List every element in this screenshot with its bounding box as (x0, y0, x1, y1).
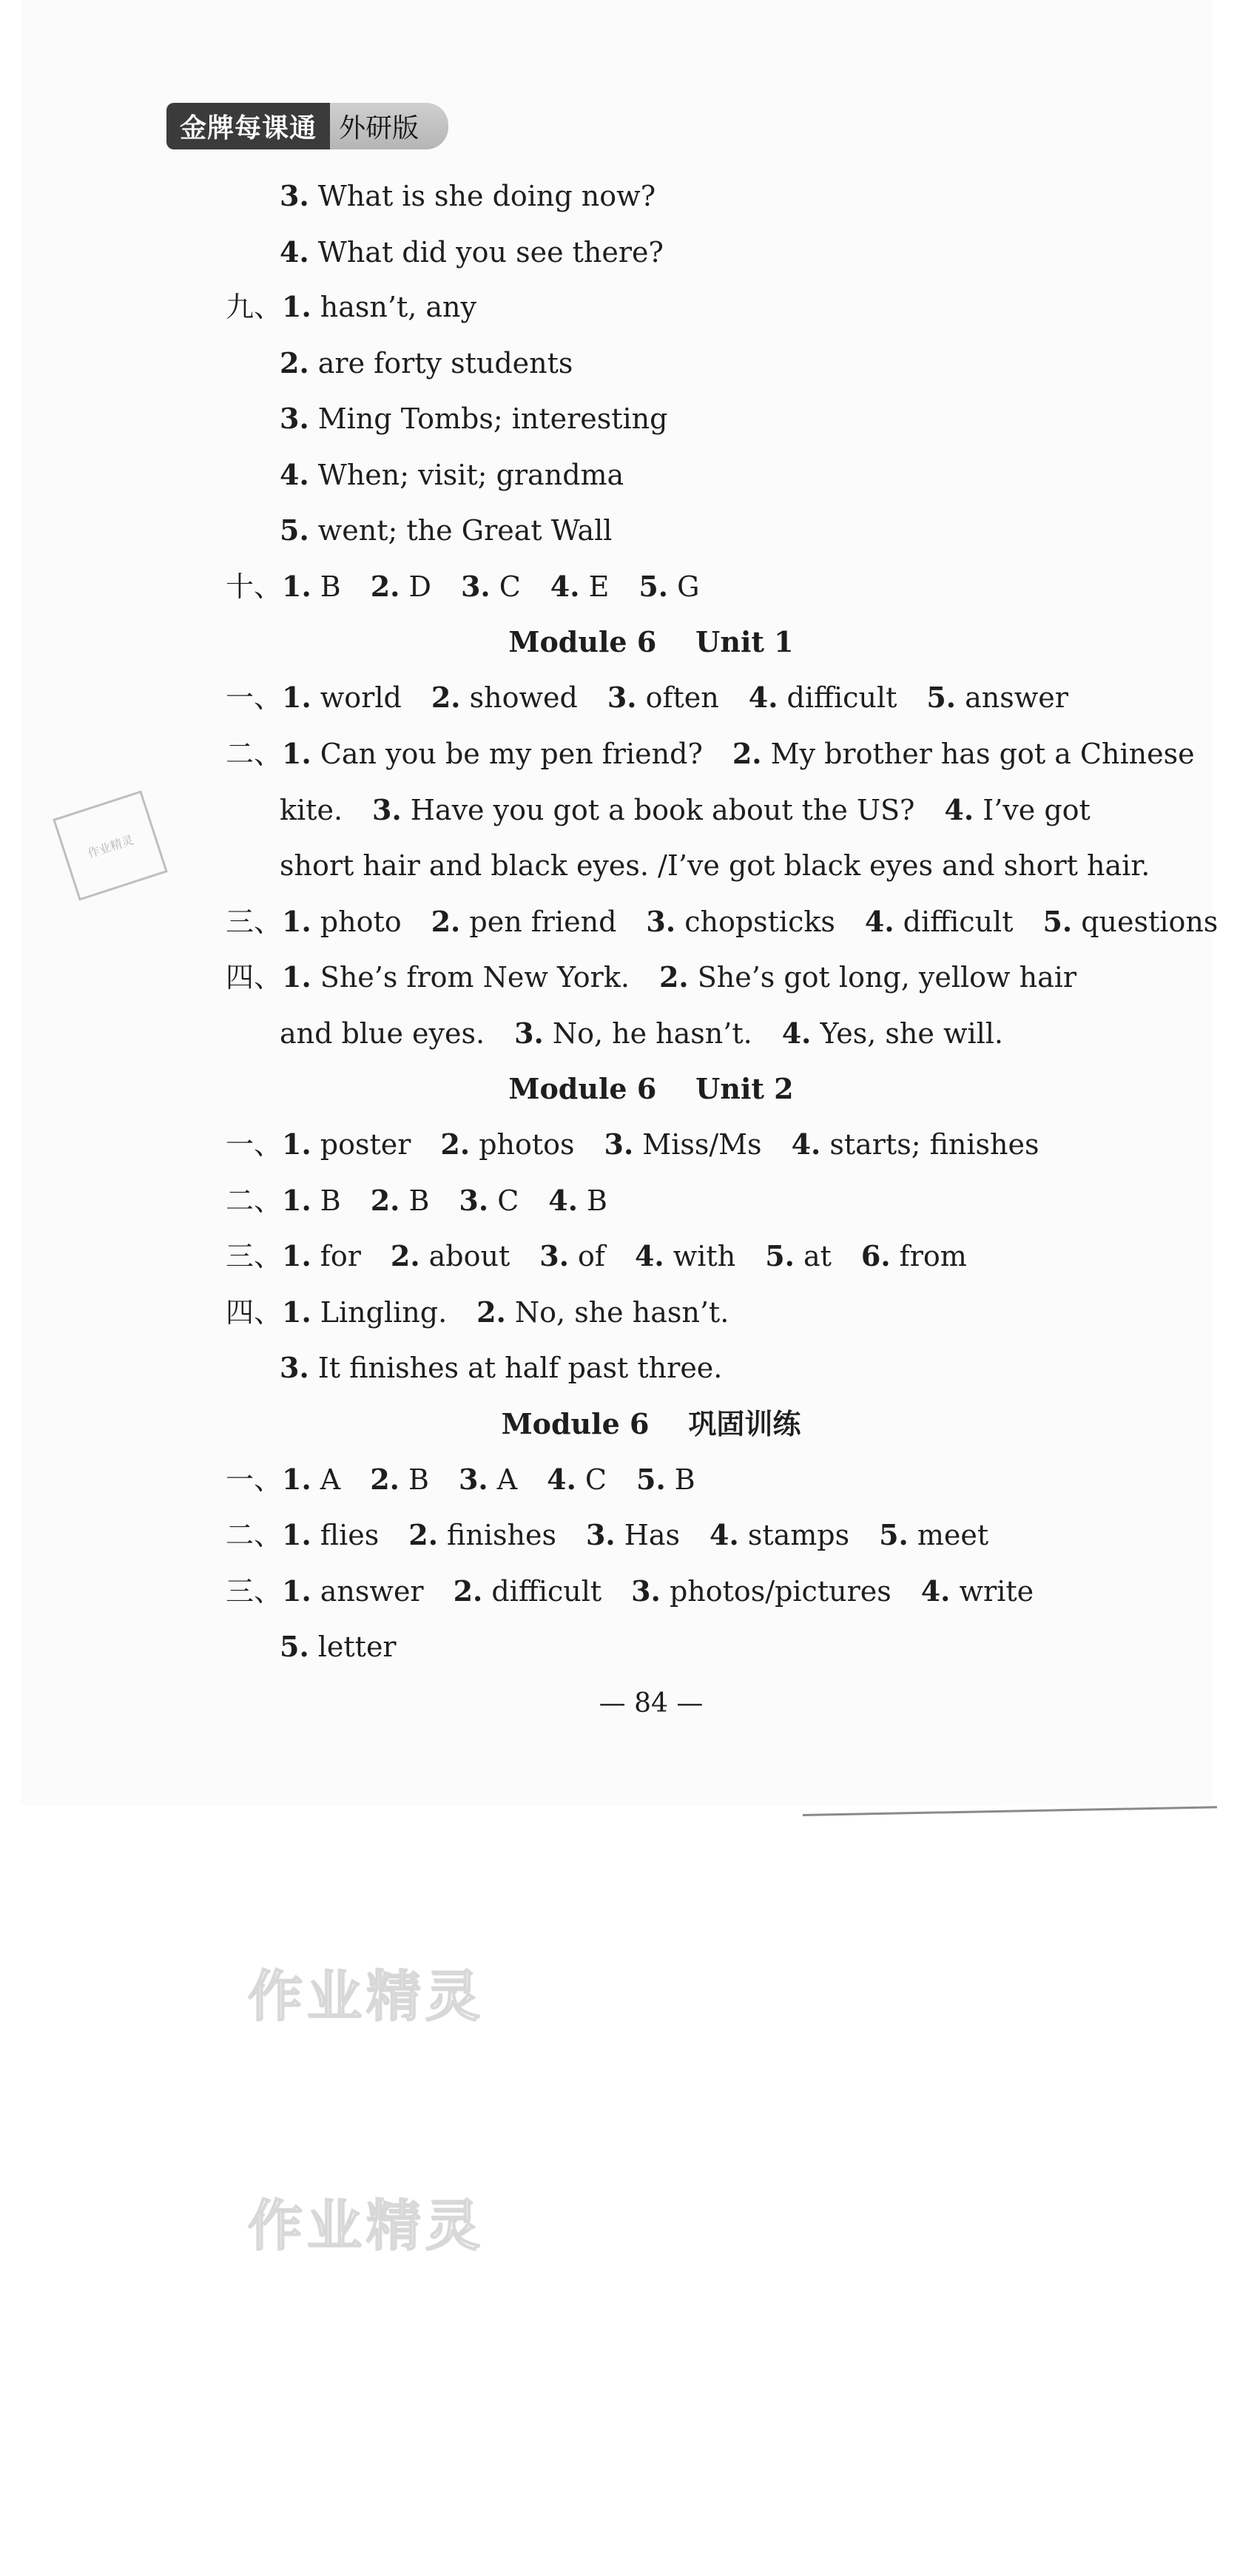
brand-label: 金牌每课通 (166, 103, 330, 149)
item-answer: with (673, 1240, 736, 1272)
answer-line (280, 345, 573, 382)
answer-group-line (226, 1573, 1034, 1610)
item-number: 4. (280, 235, 309, 269)
item-number: 2. (370, 1184, 400, 1217)
item-answer: Ming Tombs; interesting (317, 402, 668, 435)
item-number: 3. (280, 1351, 309, 1384)
answer-line (280, 1349, 722, 1386)
item-number: 5. (280, 513, 309, 547)
item-answer: write (959, 1575, 1034, 1608)
section-heading (0, 1406, 1257, 1443)
item-answer: starts; finishes (829, 1128, 1039, 1161)
item-answer: Have you got a book about the US? (410, 794, 915, 826)
item-number: 4. (748, 681, 778, 714)
answer-line (280, 456, 624, 493)
question-group-number: 九、 (226, 291, 283, 323)
item-answer: answer (320, 1575, 424, 1608)
item-number: 1. (282, 1574, 311, 1608)
answer-line (280, 234, 664, 271)
item-number: 3. (280, 402, 309, 435)
answer-line (280, 400, 667, 437)
item-number: 1. (282, 681, 311, 714)
answer-line (280, 792, 1091, 829)
section-heading-text: Module 6 (501, 1407, 689, 1440)
item-answer: D (408, 570, 431, 603)
item-answer: answer (965, 681, 1068, 714)
item-number: 4. (791, 1127, 821, 1161)
item-number: 1. (282, 1184, 311, 1217)
item-answer: B (587, 1184, 607, 1217)
item-answer: A (496, 1463, 518, 1496)
section-heading-text: Module 6 Unit 2 (508, 1072, 794, 1105)
answer-line (280, 1628, 397, 1665)
answer-line (280, 178, 656, 215)
item-answer: finishes (447, 1519, 556, 1551)
item-number: 2. (280, 346, 309, 380)
item-number: 4. (550, 570, 580, 603)
answer-group-line (226, 679, 1068, 716)
item-answer: chopsticks (684, 906, 835, 938)
item-number: 3. (372, 793, 402, 826)
item-number: 1. (282, 1295, 311, 1329)
item-answer: difficult (491, 1575, 602, 1608)
item-answer: When; visit; grandma (317, 459, 624, 491)
question-group-number: 一、 (226, 681, 283, 714)
section-heading-text: Module 6 Unit 1 (508, 625, 794, 658)
item-answer: questions (1081, 906, 1219, 938)
answer-group-line (226, 735, 1195, 772)
item-number: 3. (460, 570, 491, 603)
item-number: 3. (631, 1574, 661, 1608)
item-number: 4. (547, 1463, 576, 1496)
item-number: 4. (781, 1016, 812, 1050)
answer-group-line (226, 1461, 695, 1498)
item-number: 6. (860, 1239, 891, 1272)
answer-group-line (226, 903, 1218, 940)
item-number: 1. (282, 1127, 311, 1161)
item-answer: went; the Great Wall (317, 514, 613, 547)
item-answer: G (677, 570, 700, 603)
item-answer: flies (320, 1519, 380, 1551)
item-number: 3. (607, 681, 637, 714)
item-answer: poster (320, 1128, 411, 1161)
item-number: 2. (408, 1518, 438, 1551)
item-number: 5. (638, 570, 668, 603)
item-answer: world (320, 681, 402, 714)
item-answer: of (578, 1240, 605, 1272)
item-number: 1. (282, 1463, 311, 1496)
stamp-logo: 作业精灵 (53, 790, 168, 900)
item-number: 4. (944, 793, 974, 826)
item-answer: Miss/Ms (642, 1128, 762, 1161)
item-answer: She’s from New York. (320, 961, 630, 994)
item-number: 2. (431, 681, 461, 714)
item-number: 5. (765, 1239, 795, 1272)
item-number: 3. (458, 1463, 488, 1496)
item-number: 3. (280, 179, 309, 212)
item-number: 4. (280, 458, 309, 491)
item-answer: C (584, 1463, 607, 1496)
item-number: 1. (282, 737, 311, 770)
question-group-number: 二、 (226, 738, 283, 770)
item-number: 1. (282, 1239, 311, 1272)
item-answer: photos (479, 1128, 575, 1161)
item-answer: It finishes at half past three. (317, 1352, 723, 1384)
item-answer: about (428, 1240, 510, 1272)
item-answer: at (803, 1240, 832, 1272)
item-answer: What is she doing now? (317, 180, 656, 212)
item-number: 4. (920, 1574, 951, 1608)
item-answer: What did you see there? (317, 236, 664, 269)
item-answer: showed (469, 681, 578, 714)
answer-group-line (226, 289, 476, 326)
answer-line (280, 1015, 1003, 1052)
item-number: 5. (879, 1518, 909, 1551)
section-heading (0, 624, 1257, 661)
watermark: 作业精灵 (248, 1965, 485, 2029)
answer-group-line (226, 568, 699, 605)
item-number: 2. (440, 1127, 471, 1161)
item-number: 2. (370, 570, 400, 603)
item-number: 2. (476, 1295, 506, 1329)
item-answer: Yes, she will. (820, 1017, 1004, 1050)
continuation-text: short hair and black eyes. /I’ve got black eyes and short hair. (280, 849, 1150, 882)
item-answer: B (674, 1463, 695, 1496)
item-number: 4. (548, 1184, 578, 1217)
item-number: 2. (390, 1239, 420, 1272)
item-number: 3. (514, 1016, 544, 1050)
answer-group-line (226, 959, 1076, 996)
item-number: 3. (585, 1518, 616, 1551)
book-header (166, 102, 448, 149)
answer-line (280, 847, 1150, 884)
question-group-number: 二、 (226, 1519, 283, 1551)
item-answer: photo (320, 906, 402, 938)
item-answer: My brother has got a Chinese (770, 738, 1195, 770)
item-number: 2. (658, 960, 689, 994)
item-number: 1. (282, 290, 311, 323)
item-answer: No, he hasn’t. (552, 1017, 752, 1050)
item-number: 2. (453, 1574, 483, 1608)
answer-group-line (226, 1126, 1039, 1163)
item-answer: are forty students (317, 347, 573, 380)
item-answer: A (320, 1463, 341, 1496)
answer-group-line (226, 1294, 729, 1331)
item-answer: pen friend (469, 906, 617, 938)
item-number: 3. (604, 1127, 634, 1161)
item-answer: difficult (786, 681, 897, 714)
item-number: 2. (370, 1463, 400, 1496)
item-answer: She’s got long, yellow hair (697, 961, 1077, 994)
item-answer: C (497, 1184, 519, 1217)
item-answer: Can you be my pen friend? (320, 738, 703, 770)
item-answer: photos/pictures (669, 1575, 892, 1608)
question-group-number: 二、 (226, 1184, 283, 1217)
item-number: 5. (636, 1463, 666, 1496)
item-number: 5. (926, 681, 957, 714)
item-number: 3. (459, 1184, 489, 1217)
question-group-number: 十、 (226, 570, 283, 603)
item-number: 2. (431, 905, 461, 938)
answer-line (280, 512, 612, 549)
item-answer: for (320, 1240, 361, 1272)
item-number: 4. (710, 1518, 739, 1551)
item-number: 1. (282, 960, 311, 994)
item-answer: I’ve got (983, 794, 1091, 826)
item-answer: from (899, 1240, 967, 1272)
item-answer: B (408, 1463, 429, 1496)
item-answer: often (645, 681, 719, 714)
question-group-number: 三、 (226, 1575, 283, 1608)
item-answer: C (499, 570, 521, 603)
item-answer: letter (317, 1631, 397, 1663)
item-number: 5. (280, 1630, 309, 1663)
question-group-number: 四、 (226, 1296, 283, 1329)
answer-group-line (226, 1517, 988, 1554)
item-answer: Lingling. (320, 1296, 448, 1329)
question-group-number: 三、 (226, 906, 283, 938)
section-heading (0, 1070, 1257, 1107)
item-answer: Has (624, 1519, 681, 1551)
item-number: 1. (282, 1518, 311, 1551)
page-number: — 84 — (599, 1688, 704, 1719)
item-answer: B (320, 570, 341, 603)
item-number: 4. (864, 905, 894, 938)
item-number: 3. (646, 905, 676, 938)
continuation-text: and blue eyes. (280, 1017, 485, 1050)
answer-group-line (226, 1182, 607, 1219)
question-group-number: 四、 (226, 961, 283, 994)
item-number: 2. (732, 737, 762, 770)
item-number: 3. (539, 1239, 569, 1272)
question-group-number: 三、 (226, 1240, 283, 1272)
item-answer: meet (917, 1519, 989, 1551)
item-answer: difficult (903, 906, 1014, 938)
question-group-number: 一、 (226, 1463, 283, 1496)
item-answer: stamps (747, 1519, 850, 1551)
item-answer: E (588, 570, 610, 603)
item-number: 5. (1042, 905, 1073, 938)
item-number: 1. (282, 570, 311, 603)
scan-edge-line (803, 1806, 1217, 1816)
item-answer: B (408, 1184, 430, 1217)
item-answer: No, she hasn’t. (514, 1296, 729, 1329)
section-heading-zh: 巩固训练 (688, 1408, 801, 1440)
item-number: 1. (282, 905, 311, 938)
answer-group-line (226, 1238, 967, 1275)
edition-label: 外研版 (330, 103, 448, 149)
question-group-number: 一、 (226, 1128, 283, 1161)
item-answer: hasn’t, any (320, 291, 476, 323)
continuation-text: kite. (280, 794, 343, 826)
item-number: 4. (634, 1239, 664, 1272)
watermark: 作业精灵 (248, 2194, 485, 2258)
item-answer: B (320, 1184, 341, 1217)
